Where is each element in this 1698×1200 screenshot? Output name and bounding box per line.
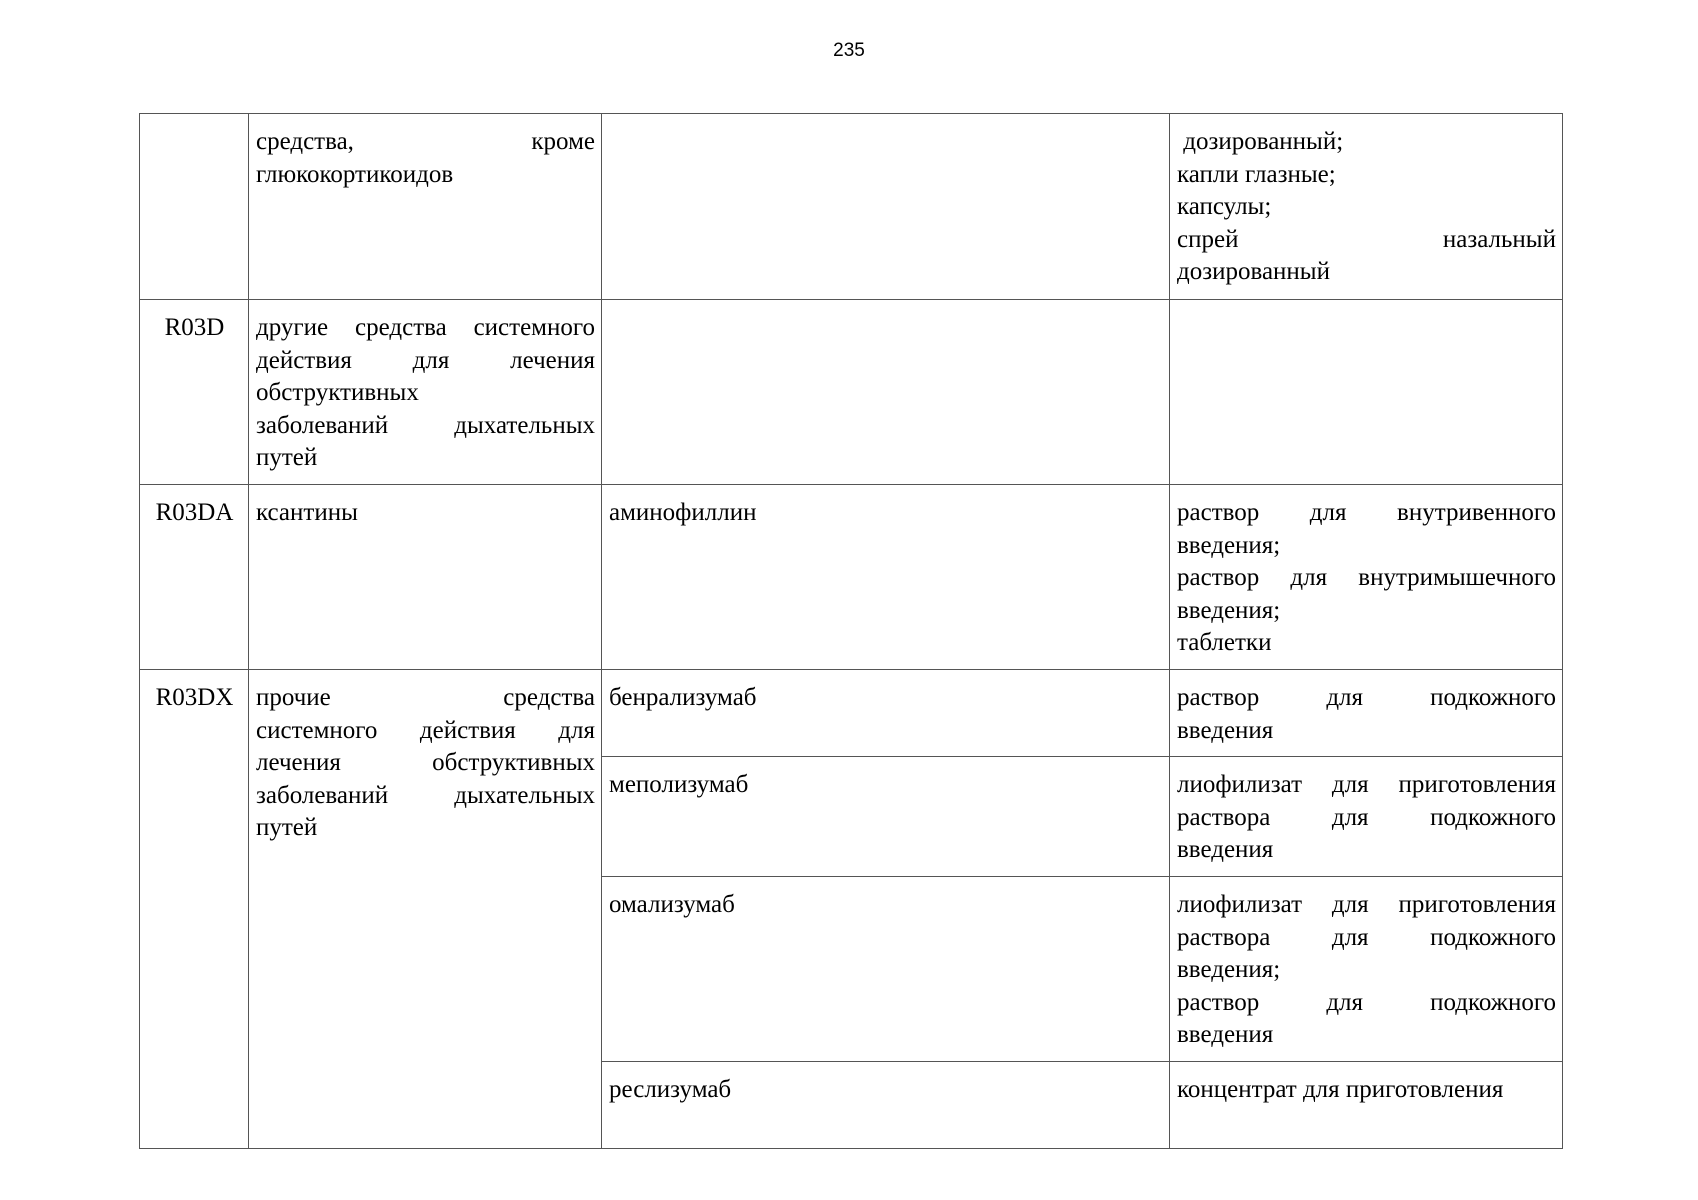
table-row — [140, 485, 1563, 670]
table-row — [140, 670, 1563, 757]
group-line: системного действия для — [256, 716, 595, 744]
form-line: введения; — [1177, 531, 1281, 559]
group-line: путей — [256, 444, 318, 471]
dosage-form-cell — [1170, 877, 1563, 1062]
form-line: лиофилизат для приготовления — [1177, 891, 1556, 918]
form-line: раствор для подкожного — [1177, 684, 1556, 711]
group-name-cell — [249, 300, 602, 485]
drug-classification-table — [139, 113, 1563, 1149]
form-line: концентрат для приготовления — [1177, 1076, 1504, 1103]
group-name-cell — [249, 670, 602, 1149]
form-line: дозированный; — [1177, 128, 1344, 155]
form-line: введения; — [1177, 596, 1281, 624]
dosage-form-cell — [1170, 757, 1563, 877]
form-line: введения — [1177, 836, 1274, 863]
group-line: обструктивных — [256, 379, 419, 406]
group-line: действия для лечения — [256, 346, 595, 374]
dosage-form-cell — [1170, 114, 1563, 300]
group-line: заболеваний дыхательных — [256, 411, 595, 439]
form-line: лиофилизат для приготовления — [1177, 771, 1556, 798]
atc-code-cell: R03DX — [140, 670, 249, 1149]
group-line: путей — [256, 814, 318, 841]
drug-name-cell: бенрализумаб — [602, 670, 1170, 757]
drug-name-cell: реслизумаб — [602, 1062, 1170, 1149]
group-line: ксантины — [256, 499, 358, 526]
form-line: спрей назальный — [1177, 225, 1556, 253]
group-line: глюкокортикоидов — [256, 160, 454, 188]
form-line: введения; — [1177, 956, 1281, 983]
atc-code-cell — [140, 114, 249, 300]
group-line: прочие средства — [256, 684, 595, 711]
form-line: введения — [1177, 1021, 1274, 1048]
drug-name-cell — [602, 114, 1170, 300]
group-name-cell — [249, 114, 602, 300]
form-line: введения — [1177, 716, 1274, 744]
dosage-form-cell — [1170, 485, 1563, 670]
dosage-form-cell — [1170, 1062, 1563, 1149]
form-line: капли глазные; — [1177, 160, 1336, 188]
form-line: капсулы; — [1177, 193, 1272, 220]
drug-name-cell: омализумаб — [602, 877, 1170, 1062]
form-line: дозированный — [1177, 258, 1330, 285]
group-line: средства, кроме — [256, 128, 595, 155]
group-name-cell — [249, 485, 602, 670]
group-line: другие средства системного — [256, 314, 595, 341]
atc-code-cell: R03D — [140, 300, 249, 485]
dosage-form-cell — [1170, 670, 1563, 757]
form-line: раствор для внутримышечного — [1177, 564, 1556, 591]
form-line: таблетки — [1177, 629, 1272, 656]
atc-code-cell: R03DA — [140, 485, 249, 670]
dosage-form-cell — [1170, 300, 1563, 485]
table-row — [140, 114, 1563, 300]
form-line: раствор для внутривенного — [1177, 499, 1556, 526]
group-line: лечения обструктивных — [256, 749, 595, 776]
group-line: заболеваний дыхательных — [256, 781, 595, 809]
page-number: 235 — [833, 40, 865, 61]
drug-name-cell — [602, 300, 1170, 485]
drug-name-cell: меполизумаб — [602, 757, 1170, 877]
form-line: раствор для подкожного — [1177, 988, 1556, 1016]
drug-name-cell: аминофиллин — [602, 485, 1170, 670]
table-row — [140, 300, 1563, 485]
form-line: раствора для подкожного — [1177, 923, 1556, 951]
form-line: раствора для подкожного — [1177, 803, 1556, 831]
